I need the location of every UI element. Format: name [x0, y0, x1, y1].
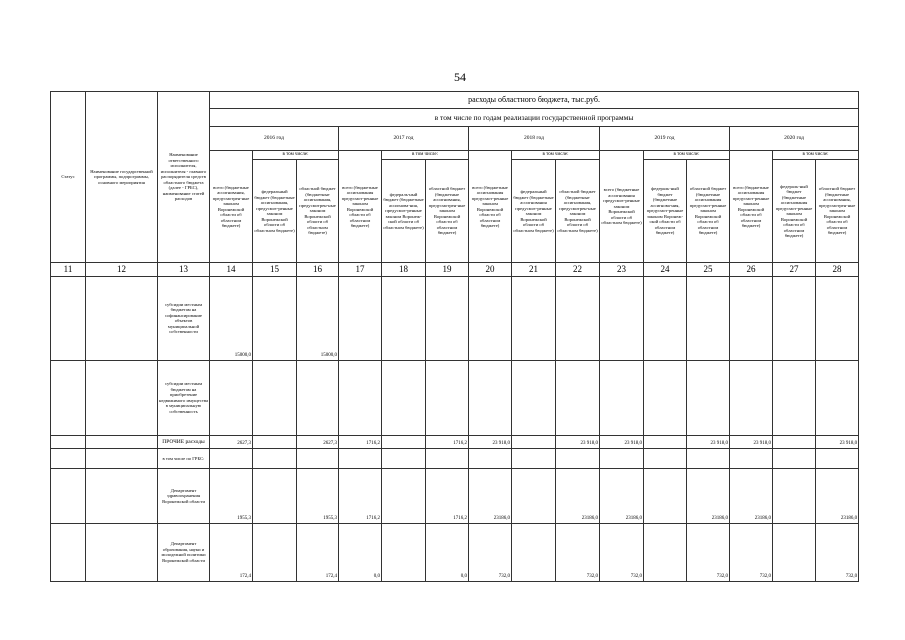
value-cell	[773, 448, 816, 468]
value-cell	[469, 276, 512, 360]
value-cell: 23186,0	[469, 468, 512, 523]
year-2016-incl: в том числе:	[253, 151, 339, 160]
value-cell	[253, 523, 297, 581]
year-2020-federal-header: федераль-ный бюджет (бюджетные ассигнования предусмот-ренные законом Воронежской области об областном бюджете)	[773, 160, 816, 263]
value-cell	[339, 360, 382, 435]
page-number: 54	[454, 70, 466, 84]
value-cell: 1716,2	[426, 435, 469, 448]
value-cell	[816, 276, 859, 360]
column-number-21: 21	[512, 263, 556, 277]
year-2019-total-header: всего (бюджетные ассигнования предусмот-ренные законом Воронежской области об областном бюджете)	[600, 151, 644, 263]
status-cell	[51, 523, 86, 581]
value-cell	[730, 276, 773, 360]
status-cell	[51, 360, 86, 435]
year-2016-regional-header: областной бюджет (бюджетные ассигнования, предусмотрен-ные законом Воронежской области об областном бюджете)	[297, 160, 339, 263]
header-program-name: Наименование государственной программы, подпрограммы, основного мероприятия	[86, 92, 158, 263]
value-cell	[556, 360, 600, 435]
value-cell	[644, 435, 687, 448]
value-cell	[297, 448, 339, 468]
value-cell	[253, 468, 297, 523]
value-cell: 172,4	[210, 523, 253, 581]
value-cell	[297, 360, 339, 435]
column-number-22: 22	[556, 263, 600, 277]
value-cell	[687, 360, 730, 435]
row-label: субсидии местным бюджетам на софинансирование объектов муниципальной собственности	[158, 276, 210, 360]
value-cell: 1716,2	[426, 468, 469, 523]
year-2017-header: 2017 год	[339, 127, 469, 151]
value-cell	[773, 435, 816, 448]
program-cell	[86, 523, 158, 581]
header-by-years: в том числе по годам реализации государственной программы	[210, 109, 859, 127]
value-cell	[644, 468, 687, 523]
row-label: ПРОЧИЕ расходы	[158, 435, 210, 448]
value-cell	[773, 276, 816, 360]
value-cell	[512, 523, 556, 581]
column-number-16: 16	[297, 263, 339, 277]
program-cell	[86, 360, 158, 435]
year-2016-total-header: всего (бюджетные ассигнования, предусмотрен-ные законом Воронежской области об областном бюджете)	[210, 151, 253, 263]
column-number-13: 13	[158, 263, 210, 277]
value-cell	[600, 448, 644, 468]
year-2017-incl: в том числе:	[382, 151, 469, 160]
value-cell	[730, 448, 773, 468]
value-cell	[512, 435, 556, 448]
value-cell: 23186,0	[600, 468, 644, 523]
value-cell: 1716,2	[339, 435, 382, 448]
year-2020-incl: в том числе:	[773, 151, 859, 160]
value-cell: 1716,2	[339, 468, 382, 523]
row-label: в том числе по ГРБС:	[158, 448, 210, 468]
value-cell: 732,0	[556, 523, 600, 581]
value-cell	[382, 360, 426, 435]
value-cell	[773, 523, 816, 581]
column-number-28: 28	[816, 263, 859, 277]
value-cell	[556, 276, 600, 360]
value-cell: 23 918,0	[816, 435, 859, 448]
value-cell: 23 918,0	[600, 435, 644, 448]
value-cell	[469, 360, 512, 435]
year-2017-federal-header: федераль-ный бюджет (бюджетные ассигнова-ния, предусмот-ренные законом Воронеж-ской области об областном бюджете)	[382, 160, 426, 263]
value-cell	[382, 468, 426, 523]
table-row	[51, 276, 859, 360]
table-row	[51, 360, 859, 435]
program-cell	[86, 435, 158, 448]
row-label: субсидии местным бюджетам на приобретение недвижимого имущества в муниципальную собственность	[158, 360, 210, 435]
status-cell	[51, 448, 86, 468]
value-cell	[382, 276, 426, 360]
value-cell	[644, 360, 687, 435]
value-cell	[816, 448, 859, 468]
value-cell	[382, 523, 426, 581]
column-number-15: 15	[253, 263, 297, 277]
value-cell: 732,0	[816, 523, 859, 581]
status-cell	[51, 468, 86, 523]
status-cell	[51, 435, 86, 448]
value-cell: 2627,3	[210, 435, 253, 448]
value-cell	[773, 360, 816, 435]
status-cell	[51, 276, 86, 360]
value-cell: 2627,3	[297, 435, 339, 448]
table-row	[51, 523, 859, 581]
year-2020-total-header: всего (бюджетные ассигнования предусмот-ренные законом Воронежской области об областном бюджете)	[730, 151, 773, 263]
value-cell	[426, 276, 469, 360]
value-cell: 1955,3	[297, 468, 339, 523]
budget-table	[50, 91, 859, 582]
value-cell	[644, 448, 687, 468]
value-cell: 15000,0	[210, 276, 253, 360]
value-cell	[469, 448, 512, 468]
year-2018-header: 2018 год	[469, 127, 600, 151]
column-number-11: 11	[51, 263, 86, 277]
year-2019-header: 2019 год	[600, 127, 730, 151]
value-cell	[253, 276, 297, 360]
value-cell: 172,4	[297, 523, 339, 581]
year-2019-incl: в том числе:	[644, 151, 730, 160]
value-cell: 732,0	[469, 523, 512, 581]
value-cell	[210, 360, 253, 435]
value-cell: 23186,0	[730, 468, 773, 523]
value-cell: 23 918,0	[556, 435, 600, 448]
column-number-row	[51, 263, 859, 277]
column-number-14: 14	[210, 263, 253, 277]
year-2017-total-header: всего (бюджетные ассигнования предусмот-ренные законом Воронежской области об областном бюджете)	[339, 151, 382, 263]
year-2018-incl: в том числе:	[512, 151, 600, 160]
value-cell	[687, 448, 730, 468]
value-cell: 732,0	[687, 523, 730, 581]
header-responsible: Наименование ответственного исполнителя, исполнителя - главного распорядителя средств областного бюджета (далее - ГРБС), наименование статей расходов	[158, 92, 210, 263]
column-number-25: 25	[687, 263, 730, 277]
column-number-27: 27	[773, 263, 816, 277]
column-number-17: 17	[339, 263, 382, 277]
year-2020-regional-header: областной бюджет (бюджетные ассигнования, предусмотрен-ные законом Воронежской области об областном бюджете)	[816, 160, 859, 263]
column-number-26: 26	[730, 263, 773, 277]
table-row	[51, 448, 859, 468]
year-2020-header: 2020 год	[730, 127, 859, 151]
column-number-18: 18	[382, 263, 426, 277]
value-cell: 23186,0	[556, 468, 600, 523]
column-number-19: 19	[426, 263, 469, 277]
year-2018-regional-header: областной бюджет (бюджетные ассигнования, предусмотрен-ные законом Воронежской области об областном бюджете)	[556, 160, 600, 263]
value-cell	[600, 360, 644, 435]
value-cell: 0,0	[426, 523, 469, 581]
value-cell	[512, 360, 556, 435]
year-2019-federal-header: федераль-ный бюджет (бюджетные ассигнова-ния, предусмот-ренные законом Воронеж-ской области об областном бюджете)	[644, 160, 687, 263]
value-cell	[426, 360, 469, 435]
value-cell	[687, 276, 730, 360]
year-2017-regional-header: областной бюджет (бюджетные ассигнования, предусмотрен-ные законом Воронежской области об областном бюджете)	[426, 160, 469, 263]
program-cell	[86, 448, 158, 468]
value-cell: 15000,0	[297, 276, 339, 360]
year-2016-federal-header: федеральный бюджет (бюджетные ассигнования, предусмот-ренные законом Воронежской области об областном бюджете)	[253, 160, 297, 263]
year-2018-federal-header: федеральный бюджет (бюджетные ассигнования предусмот-ренные законом Воронежской области об областном бюджете)	[512, 160, 556, 263]
column-number-12: 12	[86, 263, 158, 277]
year-2016-header: 2016 год	[210, 127, 339, 151]
value-cell	[253, 435, 297, 448]
row-label: Департамент здравоохранения Воронежской области	[158, 468, 210, 523]
value-cell	[339, 448, 382, 468]
data-rows	[51, 276, 859, 581]
value-cell	[512, 276, 556, 360]
value-cell	[339, 276, 382, 360]
value-cell: 23186,0	[816, 468, 859, 523]
value-cell	[730, 360, 773, 435]
table-row	[51, 468, 859, 523]
row-label: Департамент образования, науки и молодежной политики Воронежской области	[158, 523, 210, 581]
program-cell	[86, 468, 158, 523]
value-cell	[382, 448, 426, 468]
value-cell: 1955,3	[210, 468, 253, 523]
value-cell	[644, 523, 687, 581]
value-cell	[382, 435, 426, 448]
value-cell	[600, 276, 644, 360]
value-cell	[773, 468, 816, 523]
table-row	[51, 435, 859, 448]
value-cell: 23186,0	[687, 468, 730, 523]
value-cell: 732,0	[600, 523, 644, 581]
column-number-20: 20	[469, 263, 512, 277]
year-2019-regional-header: областной бюджет (бюджетные ассигнования предусмот-ренные законом Воронежской области об областном бюджете)	[687, 160, 730, 263]
value-cell	[816, 360, 859, 435]
value-cell	[253, 360, 297, 435]
column-number-23: 23	[600, 263, 644, 277]
value-cell	[644, 276, 687, 360]
value-cell: 23 918,0	[687, 435, 730, 448]
header-expenses-title: расходы областного бюджета, тыс.руб.	[210, 92, 859, 109]
value-cell: 23 918,0	[730, 435, 773, 448]
value-cell: 732,0	[730, 523, 773, 581]
header-status: Статус	[51, 92, 86, 263]
value-cell: 23 918,0	[469, 435, 512, 448]
year-2018-total-header: всего (бюджетные ассигнования предусмот-ренные законом Воронежской области об областном бюджете)	[469, 151, 512, 263]
value-cell	[253, 448, 297, 468]
program-cell	[86, 276, 158, 360]
value-cell: 0,0	[339, 523, 382, 581]
value-cell	[210, 448, 253, 468]
value-cell	[556, 448, 600, 468]
value-cell	[512, 448, 556, 468]
value-cell	[512, 468, 556, 523]
column-number-24: 24	[644, 263, 687, 277]
value-cell	[426, 448, 469, 468]
